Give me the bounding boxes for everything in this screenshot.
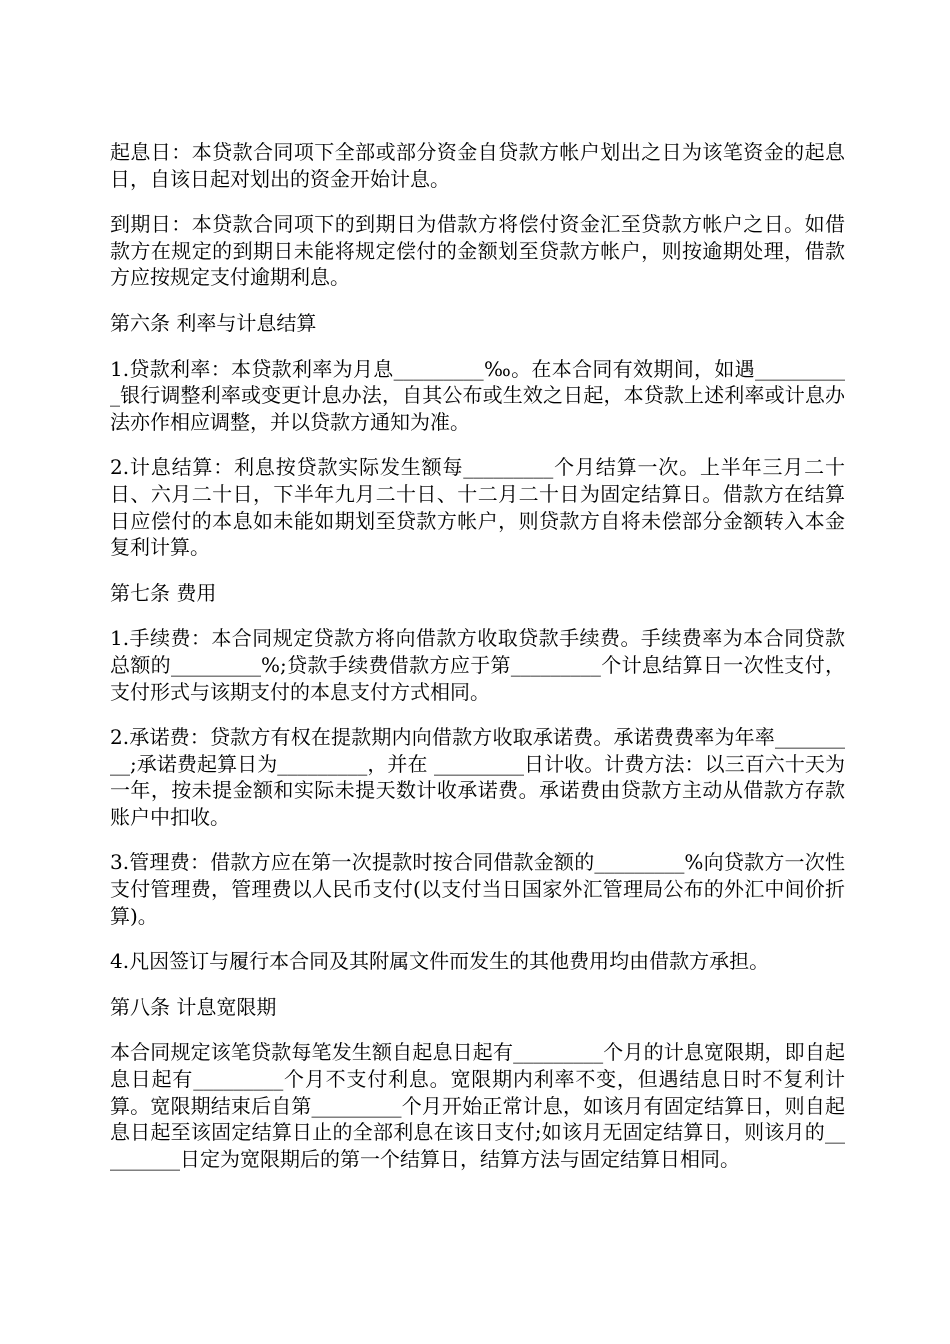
heading-article-6: 第六条 利率与计息结算 bbox=[110, 310, 317, 335]
paragraph-interest-settlement: 2.计息结算：利息按贷款实际发生额每_________个月结算一次。上半年三月二十日、六月二十日，下半年九月二十日、十二月二十日为固定结算日。借款方在结算日应偿付的本息如未能如期划至贷款方帐户，则贷款方自将未偿部分金额转入本金复利计算。 bbox=[110, 455, 845, 560]
heading-article-7: 第七条 费用 bbox=[110, 580, 217, 605]
paragraph-handling-fee: 1.手续费：本合同规定贷款方将向借款方收取贷款手续费。手续费率为本合同贷款总额的_________%;贷款手续费借款方应于第_________个计息结算日一次性支付，支付形式与该期支付的本息支付方式相同。 bbox=[110, 626, 845, 704]
heading-article-8: 第八条 计息宽限期 bbox=[110, 994, 277, 1019]
paragraph-other-fees: 4.凡因签订与履行本合同及其附属文件而发生的其他费用均由借款方承担。 bbox=[110, 949, 770, 974]
document-page bbox=[110, 139, 845, 1191]
paragraph-commitment-fee: 2.承诺费：贷款方有权在提款期内向借款方收取承诺费。承诺费费率为年率_________;承诺费起算日为_________，并在 _________日计收。计费方法：以三百六十天为一年，按未提金额和实际未提天数计收承诺费。承诺费由贷款方主动从借款方存款账户中扣收。 bbox=[110, 725, 845, 829]
paragraph-value-date: 起息日：本贷款合同项下全部或部分资金自贷款方帐户划出之日为该笔资金的起息日，自该日起对划出的资金开始计息。 bbox=[110, 140, 845, 191]
paragraph-loan-rate: 1.贷款利率：本贷款利率为月息_________‰。在本合同有效期间，如遇__________银行调整利率或变更计息办法，自其公布或生效之日起，本贷款上述利率或计息办法亦作相应调整，并以贷款方通知为准。 bbox=[110, 356, 845, 434]
paragraph-management-fee: 3.管理费：借款方应在第一次提款时按合同借款金额的_________%向贷款方一次性支付管理费，管理费以人民币支付(以支付当日国家外汇管理局公布的外汇中间价折算)。 bbox=[110, 850, 845, 928]
paragraph-maturity-date: 到期日：本贷款合同项下的到期日为借款方将偿付资金汇至贷款方帐户之日。如借款方在规定的到期日未能将规定偿付的金额划至贷款方帐户，则按逾期处理，借款方应按规定支付逾期利息。 bbox=[110, 212, 845, 290]
paragraph-grace-period: 本合同规定该笔贷款每笔发生额自起息日起有_________个月的计息宽限期，即自起息日起有_________个月不支付利息。宽限期内利率不变，但遇结息日时不复利计算。宽限期结束后自第_________个月开始正常计息，如该月有固定结算日，则自起息日起至该固定结算日止的全部利息在该日支付;如该月无固定结算日，则该月的_________日定为宽限期后的第一个结算日，结算方法与固定结算日相同。 bbox=[110, 1040, 845, 1171]
